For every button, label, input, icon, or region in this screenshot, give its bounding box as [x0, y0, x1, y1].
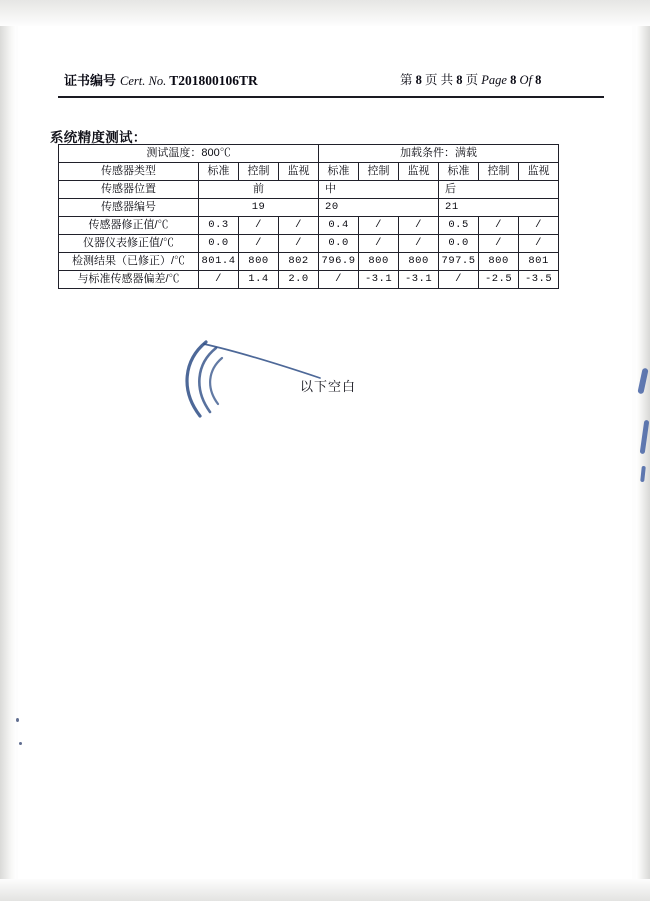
cert-label-en: Cert. No. [120, 74, 167, 88]
cell-sensor-correction-4: 0.4 [319, 217, 359, 235]
table-row [59, 199, 559, 217]
header-divider [58, 96, 604, 98]
table-row [59, 181, 559, 199]
blank-below-note: 以下空白 [300, 379, 357, 394]
cell-sensor-type-1: 标准 [199, 163, 239, 181]
cell-instrument-correction-8: / [479, 235, 519, 253]
cell-position-rear: 后 [439, 181, 559, 199]
table-row [59, 217, 559, 235]
cell-corrected-result-4: 796.9 [319, 253, 359, 271]
system-accuracy-table-wrap [58, 144, 558, 289]
cell-sensor-type-2: 控制 [239, 163, 279, 181]
section-title: 系统精度测试： [50, 130, 147, 145]
row-label-deviation: 与标准传感器偏差/℃ [59, 271, 199, 289]
table-row [59, 253, 559, 271]
cell-sensor-type-6: 监视 [399, 163, 439, 181]
scan-edge-top [0, 0, 650, 26]
page-current: 8 [415, 73, 422, 87]
table-row [59, 271, 559, 289]
cell-instrument-correction-7: 0.0 [439, 235, 479, 253]
cell-deviation-3: 2.0 [279, 271, 319, 289]
cell-sensor-no-21: 21 [439, 199, 559, 217]
cell-deviation-8: -2.5 [479, 271, 519, 289]
table-row [59, 235, 559, 253]
cell-sensor-correction-2: / [239, 217, 279, 235]
row-label-sensor-correction: 传感器修正值/℃ [59, 217, 199, 235]
cert-number-block [64, 70, 258, 89]
cell-position-front: 前 [199, 181, 319, 199]
cell-instrument-correction-9: / [519, 235, 559, 253]
cell-sensor-correction-9: / [519, 217, 559, 235]
cell-sensor-no-19: 19 [199, 199, 319, 217]
cell-deviation-5: -3.1 [359, 271, 399, 289]
page-indicator [400, 70, 541, 88]
cell-instrument-correction-6: / [399, 235, 439, 253]
page-en-current: 8 [510, 73, 517, 87]
cell-position-middle: 中 [319, 181, 439, 199]
cell-corrected-result-1: 801.4 [199, 253, 239, 271]
cell-instrument-correction-4: 0.0 [319, 235, 359, 253]
cell-instrument-correction-3: / [279, 235, 319, 253]
system-accuracy-table [58, 144, 559, 289]
cell-test-temperature: 测试温度：800℃ [59, 145, 319, 163]
cell-corrected-result-2: 800 [239, 253, 279, 271]
cell-sensor-correction-3: / [279, 217, 319, 235]
cell-instrument-correction-1: 0.0 [199, 235, 239, 253]
page-en-total: 8 [535, 73, 542, 87]
cell-deviation-1: / [199, 271, 239, 289]
cell-corrected-result-7: 797.5 [439, 253, 479, 271]
page-cn-prefix: 第 [400, 73, 413, 87]
cell-sensor-type-9: 监视 [519, 163, 559, 181]
row-label-sensor-number: 传感器编号 [59, 199, 199, 217]
cell-deviation-7: / [439, 271, 479, 289]
scan-edge-bottom [0, 879, 650, 901]
page-cn-mid: 页 共 [425, 73, 454, 87]
cell-sensor-no-20: 20 [319, 199, 439, 217]
scan-speck [19, 742, 22, 745]
page-en-prefix: Page [481, 73, 507, 87]
cell-instrument-correction-5: / [359, 235, 399, 253]
cert-number-value: T201800106TR [169, 73, 258, 88]
cell-corrected-result-3: 802 [279, 253, 319, 271]
cell-deviation-6: -3.1 [399, 271, 439, 289]
cell-corrected-result-8: 800 [479, 253, 519, 271]
cell-sensor-type-7: 标准 [439, 163, 479, 181]
cell-sensor-type-4: 标准 [319, 163, 359, 181]
page-en-of: Of [519, 73, 532, 87]
cell-sensor-correction-1: 0.3 [199, 217, 239, 235]
table-row [59, 145, 559, 163]
cell-deviation-4: / [319, 271, 359, 289]
cell-sensor-type-3: 监视 [279, 163, 319, 181]
row-label-sensor-position: 传感器位置 [59, 181, 199, 199]
cell-sensor-correction-5: / [359, 217, 399, 235]
cell-load-condition: 加载条件：满载 [319, 145, 559, 163]
scan-edge-left [0, 0, 16, 901]
cell-sensor-type-8: 控制 [479, 163, 519, 181]
page-total: 8 [456, 73, 463, 87]
cell-corrected-result-9: 801 [519, 253, 559, 271]
row-label-instrument-correction: 仪器仪表修正值/℃ [59, 235, 199, 253]
cell-sensor-correction-6: / [399, 217, 439, 235]
cell-corrected-result-5: 800 [359, 253, 399, 271]
cell-sensor-type-5: 控制 [359, 163, 399, 181]
scan-speck [16, 718, 19, 722]
cell-deviation-9: -3.5 [519, 271, 559, 289]
page-cn-suffix: 页 [465, 73, 479, 87]
cell-sensor-correction-7: 0.5 [439, 217, 479, 235]
cell-instrument-correction-2: / [239, 235, 279, 253]
row-label-corrected-result: 检测结果（已修正）/℃ [59, 253, 199, 271]
cert-label-cn: 证书编号 [64, 73, 117, 88]
table-row [59, 163, 559, 181]
cell-corrected-result-6: 800 [399, 253, 439, 271]
cell-sensor-correction-8: / [479, 217, 519, 235]
row-label-sensor-type: 传感器类型 [59, 163, 199, 181]
cell-deviation-2: 1.4 [239, 271, 279, 289]
document-header [50, 70, 610, 92]
